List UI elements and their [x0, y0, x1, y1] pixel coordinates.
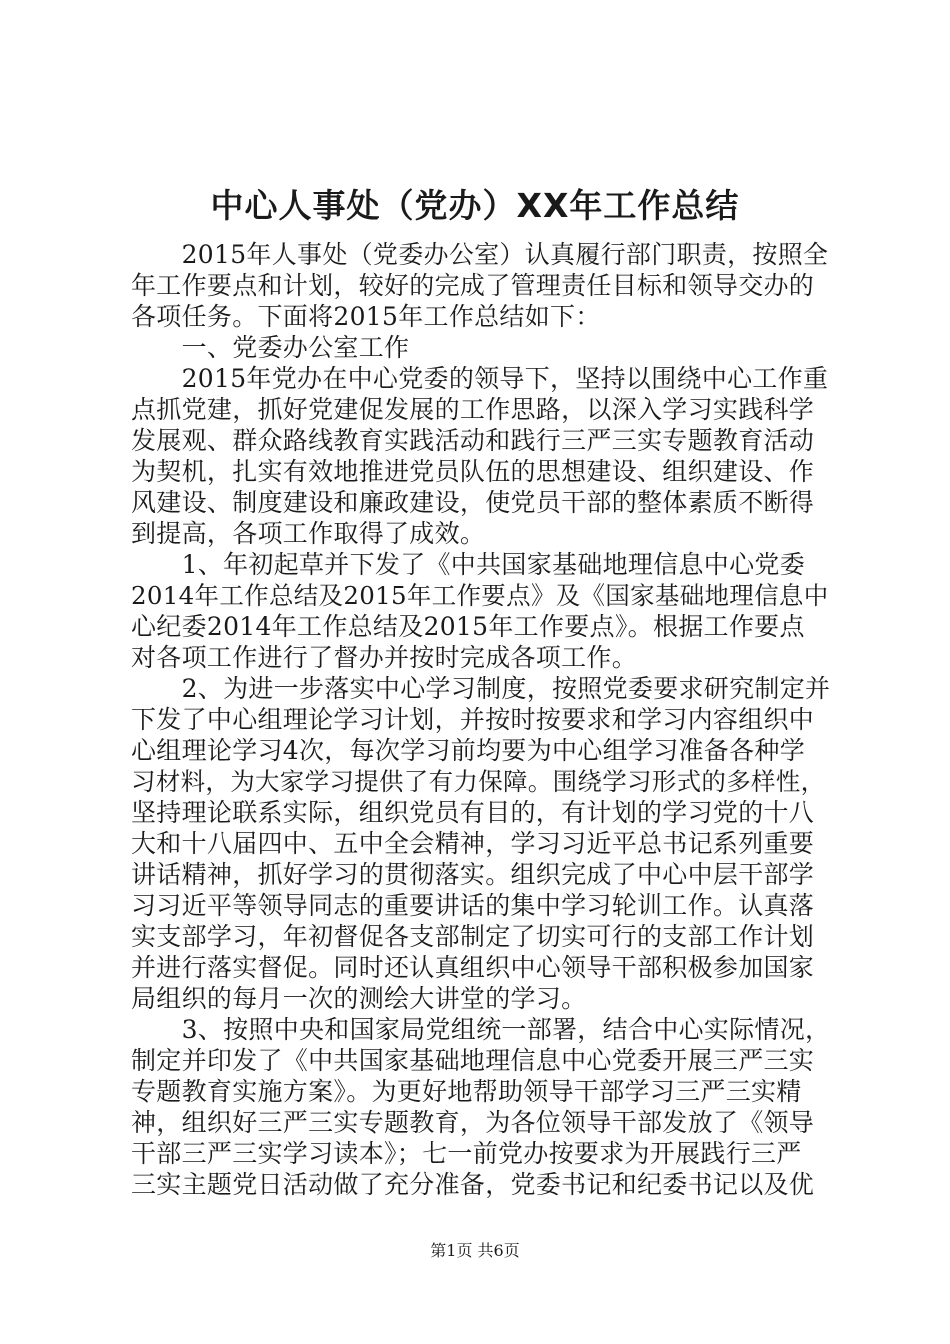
- body-line: 大和十八届四中、五中全会精神，学习习近平总书记系列重要: [131, 829, 815, 858]
- body-line: 发展观、群众路线教育实践活动和践行三严三实专题教育活动: [131, 426, 815, 455]
- page-footer: 第1页 共6页: [430, 1241, 520, 1260]
- body-line: 各项任务。下面将2015年工作总结如下：: [131, 302, 601, 331]
- body-line: 专题教育实施方案》。为更好地帮助领导干部学习三严三实精: [131, 1077, 802, 1106]
- body-line: 心纪委2014年工作总结及2015年工作要点》。根据工作要点: [131, 612, 805, 641]
- body-line: 制定并印发了《中共国家基础地理信息中心党委开展三严三实: [131, 1046, 815, 1075]
- body-line: 点抓党建，抓好党建促发展的工作思路，以深入学习实践科学: [131, 395, 815, 424]
- body-line: 并进行落实督促。同时还认真组织中心领导干部积极参加国家: [131, 953, 815, 982]
- body-line: 2015年党办在中心党委的领导下，坚持以围绕中心工作重: [131, 364, 829, 393]
- body-line: 讲话精神，抓好学习的贯彻落实。组织完成了中心中层干部学: [131, 860, 815, 889]
- body-line: 为契机，扎实有效地推进党员队伍的思想建设、组织建设、作: [131, 457, 815, 486]
- body-line: 局组织的每月一次的测绘大讲堂的学习。: [131, 984, 587, 1013]
- body-line: 1、年初起草并下发了《中共国家基础地理信息中心党委: [131, 550, 806, 579]
- document-title: 中心人事处（党办）XX年工作总结: [210, 186, 740, 225]
- body-line: 心组理论学习4次，每次学习前均要为中心组学习准备各种学: [131, 736, 806, 765]
- body-line: 坚持理论联系实际，组织党员有目的，有计划的学习党的十八: [131, 798, 815, 827]
- body-line: 三实主题党日活动做了充分准备，党委书记和纪委书记以及优: [131, 1170, 815, 1199]
- body-line: 干部三严三实学习读本》；七一前党办按要求为开展践行三严: [131, 1139, 802, 1168]
- body-line: 习材料，为大家学习提供了有力保障。围绕学习形式的多样性，: [131, 767, 826, 796]
- body-line: 神，组织好三严三实专题教育，为各位领导干部发放了《领导: [131, 1108, 815, 1137]
- body-line: 年工作要点和计划，较好的完成了管理责任目标和领导交办的: [131, 271, 815, 300]
- body-line: 对各项工作进行了督办并按时完成各项工作。: [131, 643, 638, 672]
- body-line: 3、按照中央和国家局党组统一部署，结合中心实际情况，: [131, 1015, 831, 1044]
- body-line: 实支部学习，年初督促各支部制定了切实可行的支部工作计划: [131, 922, 815, 951]
- body-line: 习习近平等领导同志的重要讲话的集中学习轮训工作。认真落: [131, 891, 815, 920]
- document-body: [131, 239, 831, 1200]
- body-line: 风建设、制度建设和廉政建设，使党员干部的整体素质不断得: [131, 488, 815, 517]
- body-line: 下发了中心组理论学习计划，并按时按要求和学习内容组织中: [131, 705, 815, 734]
- body-line: 2015年人事处（党委办公室）认真履行部门职责，按照全: [131, 240, 829, 269]
- body-line: 到提高，各项工作取得了成效。: [131, 519, 486, 548]
- section-heading: 一、党委办公室工作: [131, 333, 410, 362]
- body-line: 2、为进一步落实中心学习制度，按照党委要求研究制定并: [131, 674, 831, 703]
- body-line: 2014年工作总结及2015年工作要点》及《国家基础地理信息中: [131, 581, 829, 610]
